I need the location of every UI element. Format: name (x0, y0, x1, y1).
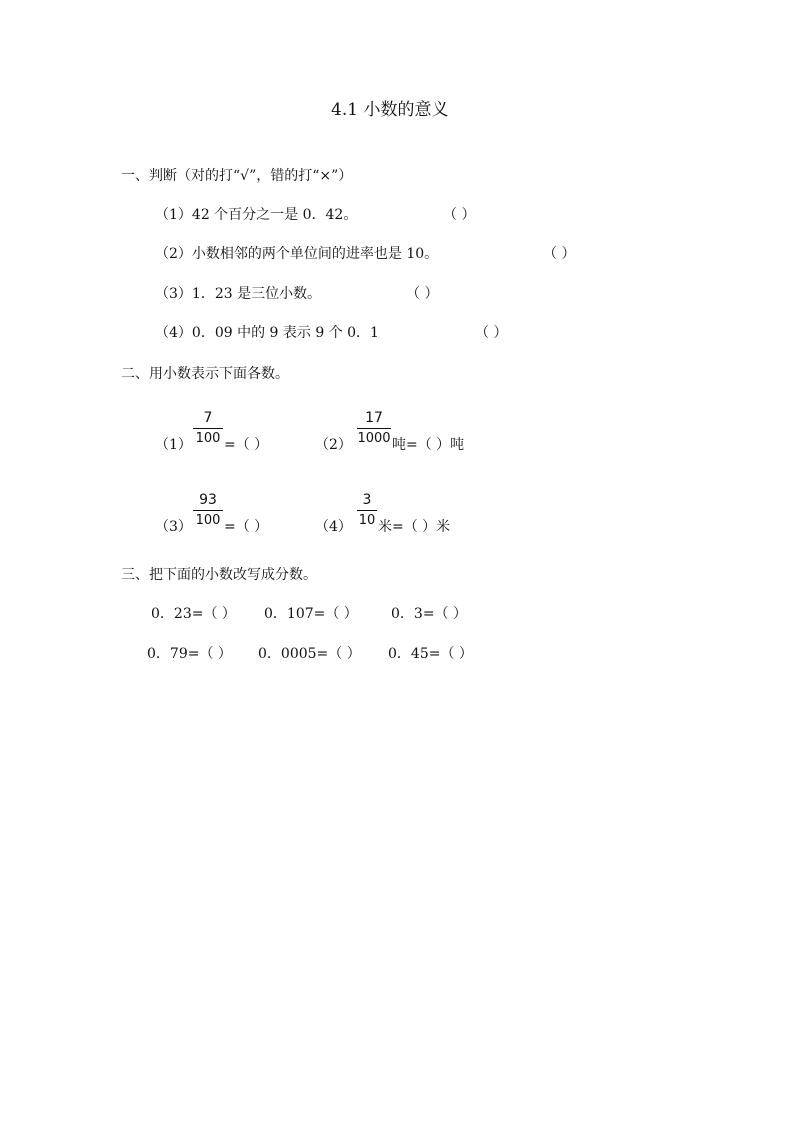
judge-item-1-blank: （ ） (443, 207, 476, 223)
fraction-item-1-denominator: 100 (195, 431, 221, 446)
fraction-item-4-suffix: 米=（ ）米 (378, 519, 451, 535)
fraction-item-3-numerator: 93 (199, 492, 217, 508)
section3-heading: 三、把下面的小数改写成分数。 (121, 567, 317, 583)
judge-item-3-text: （3）1．23 是三位小数。 (155, 286, 322, 302)
fraction-bar (357, 510, 377, 511)
fraction-item-1-suffix: =（ ） (224, 437, 269, 453)
fraction-bar (357, 428, 391, 429)
decimal-item-3: 0．3=（ ） (391, 606, 467, 622)
judge-item-2-blank: （ ） (543, 246, 576, 262)
fraction-item-1 (193, 410, 223, 447)
fraction-item-2-numerator: 17 (365, 410, 383, 426)
fraction-item-2-suffix: 吨=（ ）吨 (392, 437, 465, 453)
judge-item-1-text: （1）42 个百分之一是 0．42。 (155, 207, 358, 223)
fraction-item-3-denominator: 100 (195, 513, 221, 528)
decimal-item-2: 0．107=（ ） (264, 606, 358, 622)
decimal-item-4: 0．79=（ ） (147, 646, 232, 662)
fraction-item-4-label: （4） (315, 519, 352, 535)
fraction-item-4-denominator: 10 (358, 513, 376, 528)
fraction-item-4-numerator: 3 (362, 492, 372, 508)
judge-item-3-blank: （ ） (406, 286, 439, 302)
section2-heading: 二、用小数表示下面各数。 (121, 366, 289, 382)
decimal-item-5: 0．0005=（ ） (258, 646, 361, 662)
fraction-bar (193, 510, 223, 511)
fraction-item-3-suffix: =（ ） (224, 519, 269, 535)
fraction-item-2 (357, 410, 391, 447)
fraction-item-1-numerator: 7 (203, 410, 213, 426)
section1-heading: 一、判断（对的打“√”，错的打“×”） (121, 168, 353, 184)
judge-item-2-text: （2）小数相邻的两个单位间的进率也是 10。 (155, 246, 439, 262)
judge-item-4-blank: （ ） (475, 325, 508, 341)
decimal-item-6: 0．45=（ ） (388, 646, 473, 662)
fraction-item-2-label: （2） (315, 437, 352, 453)
page-title: 4.1 小数的意义 (331, 100, 449, 120)
fraction-item-4 (357, 492, 377, 529)
fraction-item-3-label: （3） (155, 519, 192, 535)
decimal-item-1: 0．23=（ ） (151, 606, 236, 622)
fraction-bar (193, 428, 223, 429)
fraction-item-1-label: （1） (155, 437, 192, 453)
fraction-item-3 (193, 492, 223, 529)
judge-item-4-text: （4）0．09 中的 9 表示 9 个 0．1 (155, 325, 379, 341)
fraction-item-2-denominator: 1000 (357, 431, 391, 446)
